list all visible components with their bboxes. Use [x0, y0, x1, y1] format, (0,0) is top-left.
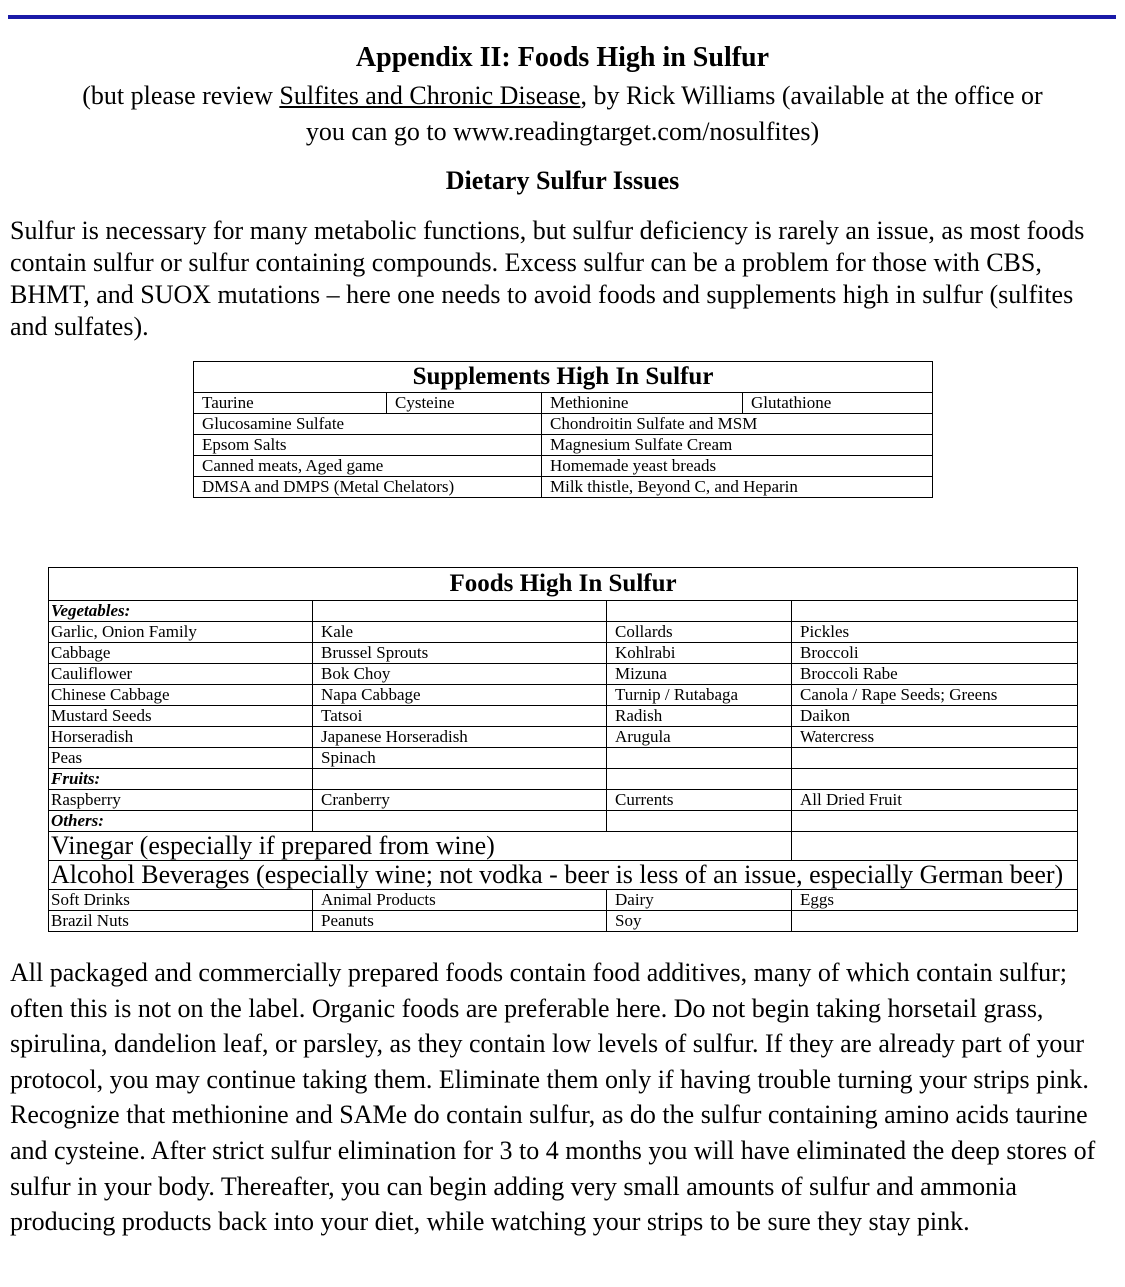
- category-row: [49, 601, 1078, 622]
- table-cell: Epsom Salts: [194, 435, 542, 456]
- supplements-table: [193, 361, 933, 498]
- subtitle: [0, 78, 1125, 150]
- table-cell: Kohlrabi: [607, 643, 792, 664]
- table-row: [49, 832, 1078, 861]
- table-cell: Arugula: [607, 727, 792, 748]
- table-cell: Watercress: [792, 727, 1078, 748]
- table-cell: Peanuts: [313, 911, 607, 932]
- table-cell: Tatsoi: [313, 706, 607, 727]
- table-cell: Mizuna: [607, 664, 792, 685]
- table-cell: Milk thistle, Beyond C, and Heparin: [542, 477, 933, 498]
- closing-paragraph: All packaged and commercially prepared foods contain food additives, many of which contain sulfur; often this is not on the label. Organic foods are preferable here. Do not begin taking horsetail grass, spirulina, dandelion leaf, or parsley, as they contain low levels of sulfur. If they are already part of your protocol, you may continue taking them. Eliminate them only if having trouble turning your strips pink. Recognize that methionine and SAMe do contain sulfur, as do the sulfur containing amino acids taurine and cysteine. After strict sulfur elimination for 3 to 4 months you will have eliminated the deep stores of sulfur in your body. Thereafter, you can begin adding very small amounts of sulfur and ammonia producing products back into your diet, while watching your strips to be sure they stay pink.: [10, 958, 1096, 1237]
- table-cell: Methionine: [542, 393, 743, 414]
- table-cell: Soft Drinks: [49, 890, 313, 911]
- intro-paragraph: Sulfur is necessary for many metabolic functions, but sulfur deficiency is rarely an issue, as most foods contain sulfur or sulfur containing compounds. Excess sulfur can be a problem for those with CBS, BHMT, and SUOX mutations – here one needs to avoid foods and supplements high in sulfur (sulfites and sulfates).: [10, 216, 1085, 341]
- table-cell: Napa Cabbage: [313, 685, 607, 706]
- subtitle-prefix: (but please review: [82, 81, 280, 110]
- subtitle-middle: , by Rick Williams (available at the office or: [580, 81, 1043, 110]
- table-cell: Raspberry: [49, 790, 313, 811]
- table-cell: Magnesium Sulfate Cream: [542, 435, 933, 456]
- table-row: [49, 664, 1078, 685]
- table-row: [194, 477, 933, 498]
- table-cell: Glucosamine Sulfate: [194, 414, 542, 435]
- table-cell: Daikon: [792, 706, 1078, 727]
- table-cell: Mustard Seeds: [49, 706, 313, 727]
- category-label-vegetables: Vegetables:: [49, 601, 313, 622]
- page-title: Appendix II: Foods High in Sulfur: [355, 42, 770, 73]
- table-cell: Taurine: [194, 393, 387, 414]
- table-cell: [792, 748, 1078, 769]
- table-cell: [607, 748, 792, 769]
- table-row: [49, 790, 1078, 811]
- table-cell: Canned meats, Aged game: [194, 456, 542, 477]
- table-cell: Horseradish: [49, 727, 313, 748]
- table-row: [49, 685, 1078, 706]
- table-cell: Cysteine: [387, 393, 542, 414]
- table-cell: Broccoli Rabe: [792, 664, 1078, 685]
- table-cell: Peas: [49, 748, 313, 769]
- table-cell: Collards: [607, 622, 792, 643]
- table-cell: Eggs: [792, 890, 1078, 911]
- table-cell: Chinese Cabbage: [49, 685, 313, 706]
- table-cell: Turnip / Rutabaga: [607, 685, 792, 706]
- table-cell: Radish: [607, 706, 792, 727]
- table-cell: Bok Choy: [313, 664, 607, 685]
- table-cell: Broccoli: [792, 643, 1078, 664]
- category-label-fruits: Fruits:: [49, 769, 313, 790]
- table-cell: Garlic, Onion Family: [49, 622, 313, 643]
- table-row: [49, 748, 1078, 769]
- table-cell: Dairy: [607, 890, 792, 911]
- category-row: [49, 811, 1078, 832]
- table-cell: Animal Products: [313, 890, 607, 911]
- table-row: [49, 727, 1078, 748]
- table-cell: Currents: [607, 790, 792, 811]
- table-cell: DMSA and DMPS (Metal Chelators): [194, 477, 542, 498]
- table-row: [49, 890, 1078, 911]
- table-row: [49, 706, 1078, 727]
- foods-table: [48, 567, 1078, 932]
- table-row: [194, 456, 933, 477]
- table-row: [49, 643, 1078, 664]
- section-heading: Dietary Sulfur Issues: [445, 166, 680, 195]
- table-cell: Cabbage: [49, 643, 313, 664]
- table-cell: Kale: [313, 622, 607, 643]
- table-cell: Glutathione: [743, 393, 933, 414]
- table-cell: Pickles: [792, 622, 1078, 643]
- table-cell: Japanese Horseradish: [313, 727, 607, 748]
- table-cell: Canola / Rape Seeds; Greens: [792, 685, 1078, 706]
- reference-link[interactable]: Sulfites and Chronic Disease: [279, 81, 581, 110]
- table-cell: Cauliflower: [49, 664, 313, 685]
- table-cell: Homemade yeast breads: [542, 456, 933, 477]
- table-row: [194, 435, 933, 456]
- foods-table-title: Foods High In Sulfur: [49, 568, 1078, 601]
- alcohol-cell: Alcohol Beverages (especially wine; not vodka - beer is less of an issue, especially German beer): [49, 861, 1078, 890]
- table-row: [49, 622, 1078, 643]
- table-row: [49, 861, 1078, 890]
- supplements-table-title: Supplements High In Sulfur: [194, 362, 933, 393]
- category-row: [49, 769, 1078, 790]
- table-cell: Soy: [607, 911, 792, 932]
- top-rule: [8, 15, 1116, 19]
- table-cell: [792, 911, 1078, 932]
- table-row: [194, 393, 933, 414]
- table-cell: Brazil Nuts: [49, 911, 313, 932]
- category-label-others: Others:: [49, 811, 313, 832]
- table-cell: Cranberry: [313, 790, 607, 811]
- table-cell: Spinach: [313, 748, 607, 769]
- vinegar-cell: Vinegar (especially if prepared from wine): [49, 832, 792, 861]
- table-cell: All Dried Fruit: [792, 790, 1078, 811]
- table-row: [49, 911, 1078, 932]
- table-cell: Brussel Sprouts: [313, 643, 607, 664]
- subtitle-line2: you can go to www.readingtarget.com/nosulfites): [305, 117, 820, 146]
- table-row: [194, 414, 933, 435]
- table-cell: Chondroitin Sulfate and MSM: [542, 414, 933, 435]
